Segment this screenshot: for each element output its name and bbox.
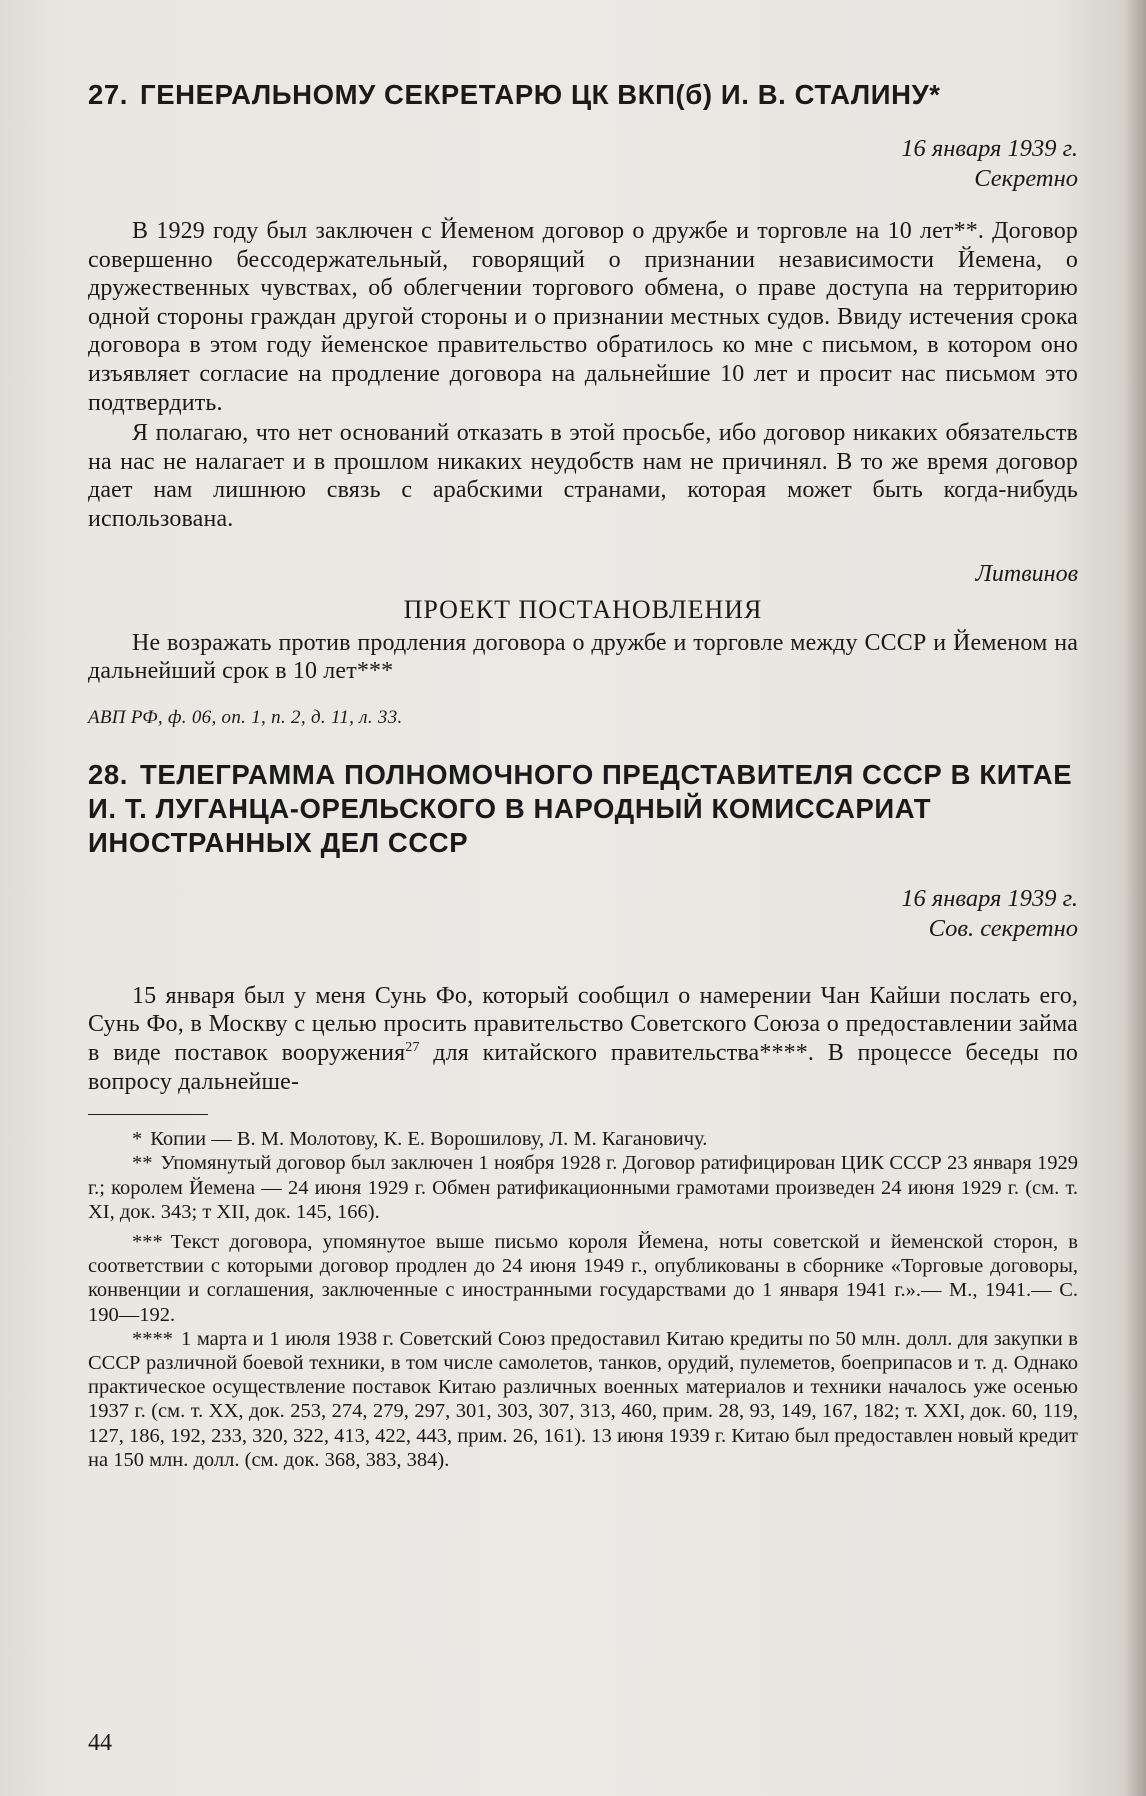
doc27-paragraph-2: Я полагаю, что нет оснований отказать в этой просьбе, ибо договор никаких обязательств на нас не налагает и в прошлом никаких неудобств нам не причинял. В то же время договор дает нам лишнюю связь с арабскими странами, которая может быть когда-нибудь использована. xyxy=(88,420,1078,532)
footnote-2-mark: ** xyxy=(132,1152,153,1175)
doc28-date: 16 января 1939 г. xyxy=(901,884,1078,912)
doc28-endnote-ref: 27 xyxy=(405,1039,420,1055)
footnote-3-text: Текст договора, упомянутое выше письмо короля Йемена, ноты советской и йеменской сторон, в соответствии с которыми договор продлен до 24 июня 1949 г., опубликованы в сборнике «Торговые договоры, конвенции и соглашения, заключенные с иностранными государствами до 1 января 1941 г.».— М., 1941.— С. 190—192. xyxy=(88,1230,1078,1326)
doc28-title: ТЕЛЕГРАММА ПОЛНОМОЧНОГО ПРЕДСТАВИТЕЛЯ СССР В КИТАЕ И. Т. ЛУГАНЦА-ОРЕЛЬСКОГО В НАРОДНЫЙ КОМИССАРИАТ ИНОСТРАННЫХ ДЕЛ СССР xyxy=(88,758,1073,858)
footnote-2-text: Упомянутый договор был заключен 1 ноября 1928 г. Договор ратифицирован ЦИК СССР 23 января 1929 г.; королем Йемена — 24 июня 1929 г. Обмен ратификационными грамотами произведен 24 июня 1929 г. (см. т. XI, док. 343; т XII, док. 145, 166). xyxy=(88,1152,1078,1223)
doc27-title: ГЕНЕРАЛЬНОМУ СЕКРЕТАРЮ ЦК ВКП(б) И. В. СТАЛИНУ* xyxy=(140,79,941,110)
doc27-draft-title: ПРОЕКТ ПОСТАНОВЛЕНИЯ xyxy=(403,594,763,624)
footnotes xyxy=(88,1127,1078,1472)
doc28-paragraph xyxy=(88,982,1078,1096)
footnote-4 xyxy=(88,1327,1078,1472)
doc28-paragraph-continuation: для китайского правительства****. В процессе беседы по вопросу дальнейше- xyxy=(88,1039,1078,1095)
doc28-paragraph-text: 15 января был у меня Сунь Фо, который сообщил о намерении Чан Кайши послать его, Сунь Фо, в Москву с целью просить правительство Советского Союза о предоставлении займа в виде поставок вооружения xyxy=(88,982,1078,1066)
doc28-number: 28. xyxy=(88,758,129,790)
footnote-3 xyxy=(88,1230,1078,1327)
doc27-draft-text: Не возражать против продления договора о дружбе и торговле между СССР и Йеменом на дальнейший срок в 10 лет*** xyxy=(88,629,1078,685)
footnote-3-mark: *** xyxy=(132,1230,163,1253)
doc28-classification: Сов. секретно xyxy=(928,914,1078,942)
doc27-date: 16 января 1939 г. xyxy=(901,135,1078,162)
footnote-1-mark: * xyxy=(132,1128,143,1151)
footnote-4-text: 1 марта и 1 июля 1938 г. Советский Союз предоставил Китаю кредиты по 50 млн. долл. для закупки в СССР различной боевой техники, в том числе самолетов, танков, орудий, пулеметов, боеприпасов и т. д. Однако практическое осуществление поставок Китаю различных военных материалов и техники началось уже осенью 1937 г. (см. т. XX, док. 253, 274, 279, 297, 301, 303, 307, 313, 460, прим. 28, 93, 149, 167, 182; т. XXI, док. 60, 119, 127, 186, 192, 233, 320, 322, 413, 422, 443, прим. 26, 161). 13 июня 1939 г. Китаю был предоставлен новый кредит на 150 млн. долл. (см. док. 368, 383, 384). xyxy=(88,1327,1078,1471)
page-content xyxy=(88,70,1078,1472)
footnote-1-text: Копии — В. М. Молотову, К. Е. Ворошилову, Л. М. Кагановичу. xyxy=(150,1128,708,1151)
footnote-separator xyxy=(88,1114,208,1115)
page-number: 44 xyxy=(88,1730,112,1756)
doc27-classification: Секретно xyxy=(974,165,1078,192)
doc27-signature: Литвинов xyxy=(975,560,1078,587)
doc27-number: 27. xyxy=(88,79,129,110)
footnote-2 xyxy=(88,1151,1078,1224)
doc27-heading xyxy=(88,78,1078,112)
doc27-archive-reference: АВП РФ, ф. 06, оп. 1, п. 2, д. 11, л. 33. xyxy=(88,706,403,728)
page-edge-shadow xyxy=(1124,0,1146,1796)
footnote-1 xyxy=(88,1127,1078,1151)
footnote-4-mark: **** xyxy=(132,1327,173,1350)
doc28-heading xyxy=(88,758,1078,860)
doc27-paragraph-1: В 1929 году был заключен с Йеменом договор о дружбе и торговле на 10 лет**. Договор совершенно бессодержательный, говорящий о признании независимости Йемена, о дружественных чувствах, об облегчении торгового обмена, о праве доступа на территорию одной стороны граждан другой стороны и о признании местных судов. Ввиду истечения срока договора в этом году йеменское правительство обратилось ко мне с письмом, в котором оно изъявляет согласие на продление договора на дальнейшие 10 лет и просит нас письмом это подтвердить. xyxy=(88,218,1078,416)
